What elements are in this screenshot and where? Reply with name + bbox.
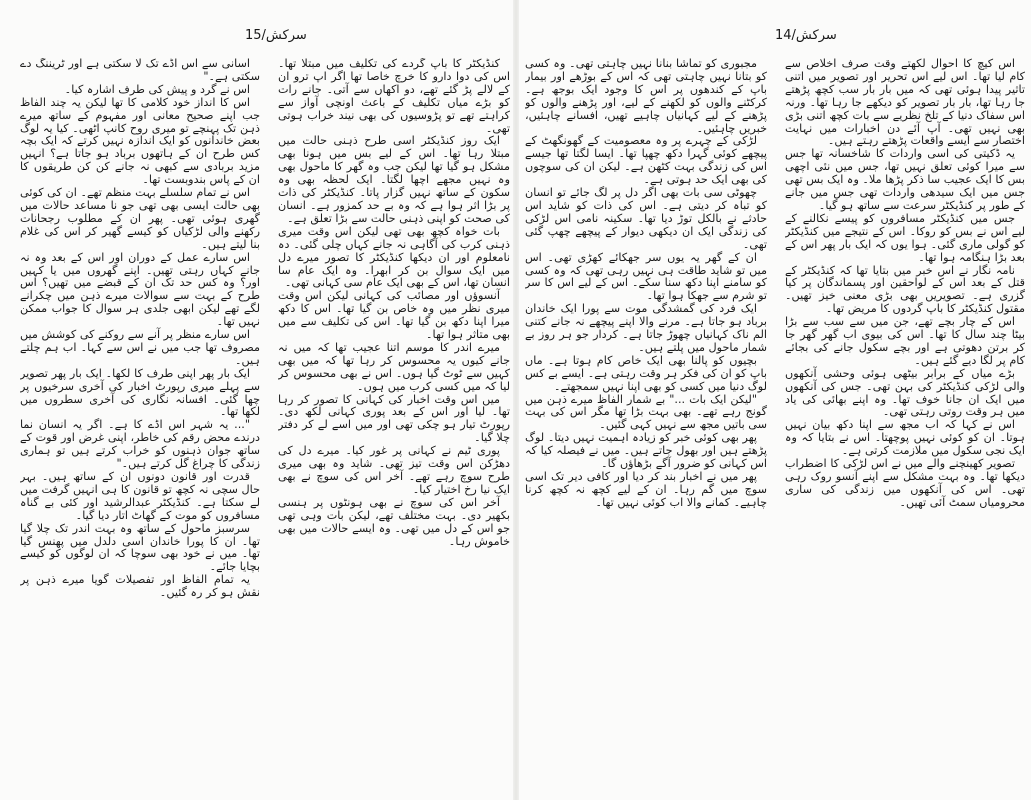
paragraph: اس کیچ کا احوال لکھتے وقت صرف اخلاص سے کام لیا تھا۔ اس لیے اس تحریر اور تصویر میں اتنی تاثیر پیدا ہوئی تھی کہ میں بار بار سب کچھ پڑھتے جا رہا تھا، بار بار تصویر کو دیکھے جا رہا تھا۔ ورنہ اس سفاک دنیا کے تلخ نظریے سے بات کچھ اتنی بڑی بھی نہیں تھی۔ آپ آئے دن اخبارات میں نہایت اختصار سے ایسے واقعات پڑھتے رہتے ہیں۔	[785, 58, 1025, 148]
paragraph: نامہ نگار نے اس خبر میں بتایا تھا کہ کنڈیکٹر کے قتل کے بعد اس کے لواحقین اور پسماندگان پر کیا گزری ہے۔ تصویریں بھی بڑی معنی خیز تھیں۔ مقتول کنڈیکٹر کا باپ گردوں کا مریض تھا۔	[785, 263, 1025, 316]
paragraph: چھوٹی سی بات بھی اگر دل پر لگ جائے تو انسان کو تباہ کر دیتی ہے۔ اس کی ذات کو شاید اس حادثے نے بالکل توڑ دیا تھا۔ سکینہ نامی اس لڑکی کی زندگی ایک ان دیکھی دیوار کے پیچھے چھپ گئی تھی۔	[525, 186, 767, 251]
text-column-right	[785, 58, 1025, 800]
text-column-right	[278, 58, 510, 800]
text-column-left	[525, 58, 767, 800]
paragraph: پھر بھی کوئی خبر کو زیادہ اہمیت نہیں دیتا۔ لوگ پڑھتے ہیں اور بھول جاتے ہیں۔ میں نے فیصلہ کیا کہ اس کہانی کو ضرور آگے بڑھاؤں گا۔	[525, 431, 767, 471]
paragraph: اس نے گرد و پیش کی طرف اشارہ کیا۔	[64, 82, 250, 96]
paragraph: اس نے تمام سلسلے بہت منظم تھے۔ ان کی کوئی بھی حالت ایسی بھی تھی جو نا مساعد حالات میں گھری ہوئی تھی۔ پھر ان کے مطلوب رجحانات رکھنے والی لڑکیاں کو کیسے گھیر کر اس کی غلام بنا لیتے ہیں۔	[20, 186, 260, 251]
paragraph: تصویر کھینچنے والے میں نے اس لڑکی کا اضطراب دیکھا تھا۔ وہ بہت مشکل سے اپنے آنسو روک رہی تھی۔ اس کی آنکھوں میں زندگی کی ساری محرومیاں سمٹ آئی تھیں۔	[785, 457, 1025, 509]
paragraph: بڑے میاں کے برابر بیٹھی ہوئی وحشی آنکھوں والی لڑکی کنڈیکٹر کی بہن تھی۔ جس کی آنکھوں میں ایک ان جانا خوف تھا۔ وہ اپنے بھائی کی یاد میں ہر وقت روتی رہتی تھی۔	[785, 366, 1025, 419]
paragraph: اس کا انداز خود کلامی کا تھا لیکن یہ چند الفاظ جب اپنے صحیح معانی اور مفہوم کے ساتھ میرے ذہن تک پہنچے تو میری روح کانپ اٹھی۔ کیا یہ لوگ بعض خاندانوں کو ایک اندازہ نہیں کرتے کہ ایک بچہ کس طرح ان کے ہاتھوں برباد ہو جاتا ہے؟ انہیں مزید بربادی سے کبھی نہ جانے کن کن طریقوں کا ان کے پاس بندوبست تھا۔	[20, 95, 260, 187]
paragraph: سرسبز ماحول کے ساتھ وہ بہت اندر تک چلا گیا تھا۔ ان کا پورا خاندان اسی دلدل میں پھنس گیا تھا۔ میں نے خود بھی سوچا کہ ان لوگوں کو کیسے بچایا جائے۔	[20, 521, 260, 574]
page-14	[525, 0, 1025, 800]
page-header: سرکش/14	[775, 28, 837, 43]
paragraph: میرے اندر کا موسم اتنا عجیب تھا کہ میں نہ جانے کیوں یہ محسوس کر رہا تھا کہ میں بھی کہیں سے ٹوٹ گیا ہوں۔ اس نے بھی محسوس کر لیا کہ میں کسی کرب میں ہوں۔	[278, 340, 510, 393]
paragraph: اس نے کہا کہ اب مجھ سے اپنا دکھ بیان نہیں ہوتا۔ ان کو کوئی نہیں پوچھتا۔ اس نے بتایا کہ وہ ایک نجی سکول میں ملازمت کرتی ہے۔	[785, 418, 1025, 458]
paragraph: اس سارے منظر پر آنے سے روکنے کی کوشش میں مصروف تھا جب میں نے اس سے کہا۔ اب ہم چلتے ہیں۔	[20, 328, 260, 367]
paragraph: قدرت اور قانون دونوں ان کے ساتھ ہیں۔ بہر حال سچی نہ کچھ تو قانون کا ہی انہیں گرفت میں لے سکتا ہے۔ کنڈیکٹر عبدالرشید اور کئی بے گناہ مسافروں کو موت کے گھاٹ اتار دیا گیا۔	[20, 470, 260, 522]
paragraph: مجبوری کو تماشا بنانا نہیں چاہتی تھی۔ وہ کسی کو بتانا نہیں چاہتی تھی کہ اس کے بوڑھے اور بیمار باپ کے کندھوں پر اس کا وجود ایک بوجھ ہے۔ کرکٹنے والوں کو لکھنے کے لیے، اور پڑھنے والوں کو پڑھنے کے لیے کہانیاں چاہیے تھیں، افسانے چاہئیں، خبریں چاہئیں۔	[525, 58, 767, 135]
paragraph: ان کے گھر یہ یوں سر جھکائے کھڑی تھی۔ اس میں تو شاید طاقت ہی نہیں رہی تھی کہ وہ کسی کو سامنے اپنا دکھ سنا سکے۔ اس کے لیے اس کا سر تو شرم سے جھکا ہوا تھا۔	[525, 250, 767, 303]
paragraph: بات خواہ کچھ بھی تھی لیکن اس وقت میری ذہنی کرب کی آگاہی نہ جانے کہاں چلی گئی۔ دہ نامعلوم اور ان دیکھا کنڈیکٹر کا تصور میرے دل میں ایک سوال بن کر ابھرا۔ وہ ایک عام سا انسان تھا، اس کے بھی ایک عام سی کہانی تھی۔	[278, 224, 510, 290]
paragraph: آنسوؤں اور مصائب کی کہانی لیکن اس وقت میری نظر میں وہ خاص بن گیا تھا۔ اس کا دکھ میرا اپنا دکھ بن گیا تھا۔ اس کی تکلیف سے میں بھی متاثر ہوا تھا۔	[278, 289, 510, 342]
paragraph: ایک فرد کی گمشدگی موت سے پورا ایک خاندان برباد ہو جاتا ہے۔ مرنے والا اپنے پیچھے نہ جانے کتنی الم ناک کہانیاں چھوڑ جاتا ہے۔ کردار جو ہر روز بے شمار ماحول میں پلتے ہیں۔	[525, 302, 767, 354]
paragraph: کنڈیکٹر کا باپ گردے کی تکلیف میں مبتلا تھا۔ اس کی دوا دارو کا خرچ خاصا تھا اگر اپ ترو ان کے لالے پڑ گئے تھے، دو اکھاں سے آتی۔ جانے رات کو بڑے میاں تکلیف کے باعث اونچی آواز سے کراہتے تھے تو پڑوسیوں کی بھی نیند خراب ہوتی تھی۔	[278, 58, 510, 135]
paragraph: میں اس وقت اخبار کی کہانی کا تصور کر رہا تھا۔ لیا اور اس کے بعد پوری کہانی لکھ دی۔ رپورٹ تیار ہو چکی تھی اور میں اسے لے کر دفتر چلا گیا۔	[278, 392, 510, 445]
paragraph: بچیوں کو پالنا بھی ایک خاص کام ہوتا ہے۔ ماں باپ کو ان کی فکر ہر وقت رہتی ہے۔ ایسے بے کس لوگ دنیا میں کسی کو بھی اپنا نہیں سمجھتے۔	[525, 353, 767, 393]
paragraph: پوری ٹیم نے کہانی پر غور کیا۔ میرے دل کی دھڑکن اس وقت تیز تھی۔ شاید وہ بھی میری طرح سوچ رہے تھے۔ آخر اس کی سوچ نے بھی ایک نیا رخ اختیار کیا۔	[278, 444, 510, 496]
book-gutter	[513, 0, 519, 800]
paragraph: یہ ڈکیتی کی اسی واردات کا شاخسانہ تھا جس سے میرا کوئی تعلق نہیں تھا، جس میں نئی اچھی بس کا ایک عجیب سا ذکر پڑھا ملا۔ وہ ایک بس تھی جس میں ایک سیدھی واردات تھی جس میں جانے کے طور پر کنڈیکٹر سرعت سے ساتھ ہو گیا۔	[785, 147, 1025, 212]
paragraph: پھر میں نے اخبار بند کر دیا اور کافی دیر تک اسی سوچ میں گم رہا۔ ان کے لیے کچھ نہ کچھ کرنا چاہیے۔ کمانے والا اب کوئی نہیں تھا۔	[525, 470, 767, 509]
paragraph: آسانی سے اس اڈے تک لا سکتی ہے اور ٹریننگ دے سکتی ہے۔"	[20, 58, 260, 83]
paragraph: اس سارے عمل کے دوران اور اس کے بعد وہ نہ جانے کہاں رہتی تھیں۔ اپنے گھروں میں یا کہیں اور؟ وہ کس حد تک ان کے قبضے میں تھیں؟ اس طرح کے بہت سے سوالات میرے ذہن میں چکرانے لگے تھے لیکن ابھی جلدی ہر سوال کا جواب ممکن نہیں تھا۔	[20, 250, 260, 329]
paragraph: ایک بار پھر اپنی طرف کا لکھا۔ ایک بار پھر تصویر سے پہلے میری رپورٹ اخبار کی آخری سرخیوں پر چھا گئی۔ افسانہ نگاری کی آخری سطروں میں لکھا تھا۔	[20, 366, 260, 419]
paragraph: آخر اس کی سوچ نے بھی ہونٹوں پر ہنسی بکھیر دی۔ بہت مختلف تھے، لیکن بات وہی تھی جو اس کے دل میں تھی۔ وہ ایسے حالات میں بھی خاموش رہا۔	[278, 495, 510, 548]
page-header: سرکش/15	[245, 28, 307, 43]
paragraph: اس کے چار بچے تھے، جن میں سے سب سے بڑا بیٹا چند سال کا تھا۔ اس کی بیوی اب گھر گھر جا کر برتن دھوتی ہے اور بچے سکول جانے کی بجائے کام پر لگا دیے گئے ہیں۔	[785, 315, 1025, 367]
paragraph: ایک روز کنڈیکٹر اسی طرح ذہنی حالت میں مبتلا رہا تھا۔ اس کے لیے بس میں ہونا بھی مشکل ہو گیا تھا لیکن جب وہ گھر کا ماحول بھی وہ نہیں مجھے اچھا لگتا۔ ایک لحظہ بھی وہ سکون کے ساتھ نہیں گزار پاتا۔ کنڈیکٹر کی ذات پر بڑا اثر ہوا ہے کہ وہ بے حد کمزور ہے۔ انسان کی صحت کو اپنی ذہنی حالت سے بڑا تعلق ہے۔	[278, 134, 510, 225]
paragraph: لڑکی کے چہرے پر وہ معصومیت کے گھونگھٹ کے پیچھے کوئی گہرا دکھ چھپا تھا۔ ایسا لگتا تھا جیسے اس کی زندگی بہت کٹھن ہے۔ لیکن ان کی سوچوں کی بھی ایک حد ہوتی ہے۔	[525, 134, 767, 187]
paragraph: "... یہ شہر اس اڈے کا ہے۔ اگر یہ انسان نما درندے محض رقم کی خاطر، اپنی غرض اور قوت کے ساتھ جوان ذہنوں کو خراب کرتے ہیں تو ہماری زندگی کا چراغ گل کرتے ہیں۔"	[20, 418, 260, 471]
paragraph: "لیکن ایک بات ..." بے شمار الفاظ میرے ذہن میں گونج رہے تھے۔ بھی بہت بڑا تھا مگر اس کی بہت سی باتیں مجھ سے نہیں کہی گئیں۔	[525, 392, 767, 432]
page-15	[20, 0, 510, 800]
text-column-left	[20, 58, 260, 800]
paragraph: یہ تمام الفاظ اور تفصیلات گویا میرے ذہن پر نقش ہو کر رہ گئیں۔	[20, 573, 260, 600]
paragraph: جس میں کنڈیکٹر مسافروں کو پیسے نکالنے کے لیے اس نے بس کو روکا۔ اس کے نتیجے میں کنڈیکٹر کو گولی ماری گئی۔ ہوا یوں کہ ایک بار پھر اس کے بعد بڑا ہنگامہ ہوا تھا۔	[785, 211, 1025, 264]
